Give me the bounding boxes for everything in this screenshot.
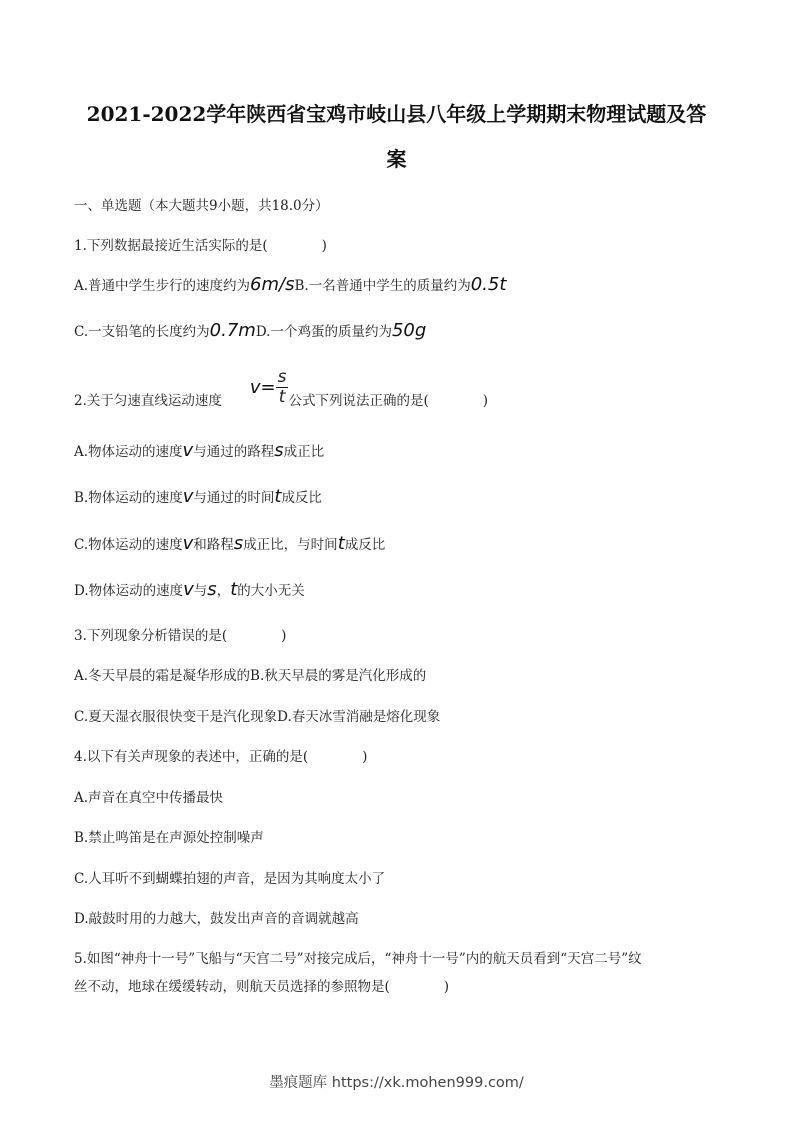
q3-options-ab: A.冬天早晨的霜是凝华形成的B.秋天早晨的雾是汽化形成的 (74, 668, 427, 684)
section-heading: 一、单选题（本大题共9小题，共18.0分） (74, 198, 329, 214)
q2-a-var-s: s (274, 440, 284, 461)
q3-options-cd: C.夏天湿衣服很快变干是汽化现象D.春天冰雪消融是熔化现象 (74, 709, 441, 725)
q5-stem-line2: 丝不动，地球在缓缓转动，则航天员选择的参照物是( ) (74, 979, 450, 995)
q2-b-text-3: 成反比 (281, 490, 322, 506)
q4-option-d: D.敲鼓时用的力越大，鼓发出声音的音调就越高 (74, 911, 359, 927)
q2-option-b (74, 486, 322, 507)
q3-stem: 3.下列现象分析错误的是( ) (74, 628, 287, 644)
q2-stem-pre: 2.关于匀速直线运动速度 (74, 393, 222, 409)
q2-d-text-3: ， (216, 583, 231, 599)
q1-options-cd (74, 320, 426, 341)
q1-option-b-text: B.一名普通中学生的质量约为 (294, 278, 471, 294)
q2-option-d (74, 579, 305, 600)
q1-stem: 1.下列数据最接近生活实际的是( ) (74, 238, 327, 254)
q1-option-a-value: 6m/s (250, 274, 295, 295)
q2-formula-fraction (276, 368, 289, 407)
q2-b-var-v: v (182, 486, 194, 507)
q4-option-c: C.人耳听不到蝴蝶拍翅的声音，是因为其响度太小了 (74, 871, 386, 887)
document-title-line2: 案 (386, 147, 407, 171)
q4-stem: 4.以下有关声现象的表述中，正确的是( ) (74, 749, 368, 765)
q4-option-b: B.禁止鸣笛是在声源处控制噪声 (74, 830, 264, 846)
q2-b-text-2: 与通过的时间 (193, 490, 275, 506)
q2-d-text-1: D.物体运动的速度 (74, 583, 184, 599)
q2-a-text-2: 与通过的路程 (193, 444, 275, 460)
q2-d-var-v: v (183, 579, 194, 600)
q2-c-var-t: t (337, 533, 345, 554)
q2-formula-numerator: s (277, 367, 287, 387)
q1-options-ab (74, 274, 506, 295)
footer-watermark: 墨痕题库 https://xk.mohen999.com/ (269, 1075, 524, 1091)
q2-c-text-3: 成正比，与时间 (243, 537, 338, 553)
document-title-line1: 2021-2022学年陕西省宝鸡市岐山县八年级上学期期末物理试题及答 (86, 102, 707, 126)
q2-d-text-2: 与 (193, 583, 208, 599)
q2-d-var-t: t (230, 579, 238, 600)
q1-option-d-text: D.一个鸡蛋的质量约为 (255, 324, 392, 340)
q2-stem-post: 公式下列说法正确的是( ) (288, 393, 489, 409)
q2-d-var-s: s (207, 579, 217, 600)
q1-option-d-value: 50g (391, 320, 427, 341)
q1-option-c-value: 0.7m (209, 320, 256, 341)
q2-c-text-1: C.物体运动的速度 (74, 537, 183, 553)
q2-d-text-4: 的大小无关 (237, 583, 305, 599)
q2-a-text-1: A.物体运动的速度 (74, 444, 183, 460)
q2-c-text-2: 和路程 (193, 537, 234, 553)
q2-formula-lhs: v= (249, 377, 276, 398)
q2-formula-denominator: t (278, 387, 286, 407)
q4-option-a: A.声音在真空中传播最快 (74, 790, 224, 806)
q1-option-a-text: A.普通中学生步行的速度约为 (74, 278, 251, 294)
q1-option-c-text: C.一支铅笔的长度约为 (74, 324, 210, 340)
q2-option-a (74, 440, 324, 461)
q2-b-text-1: B.物体运动的速度 (74, 490, 183, 506)
q5-stem-line1: 5.如图“神舟十一号”飞船与“天宫二号”对接完成后，“神舟十一号”内的航天员看到“天宫二号”纹 (74, 951, 642, 967)
q1-option-b-value: 0.5t (470, 274, 507, 295)
q2-a-text-3: 成正比 (283, 444, 325, 460)
q2-c-var-v: v (182, 533, 194, 554)
q2-b-var-t: t (274, 486, 282, 507)
q2-a-var-v: v (182, 440, 194, 461)
q2-c-var-s: s (233, 533, 244, 554)
q2-c-text-4: 成反比 (344, 537, 386, 553)
q2-stem (74, 368, 488, 409)
q2-option-c (74, 533, 385, 554)
